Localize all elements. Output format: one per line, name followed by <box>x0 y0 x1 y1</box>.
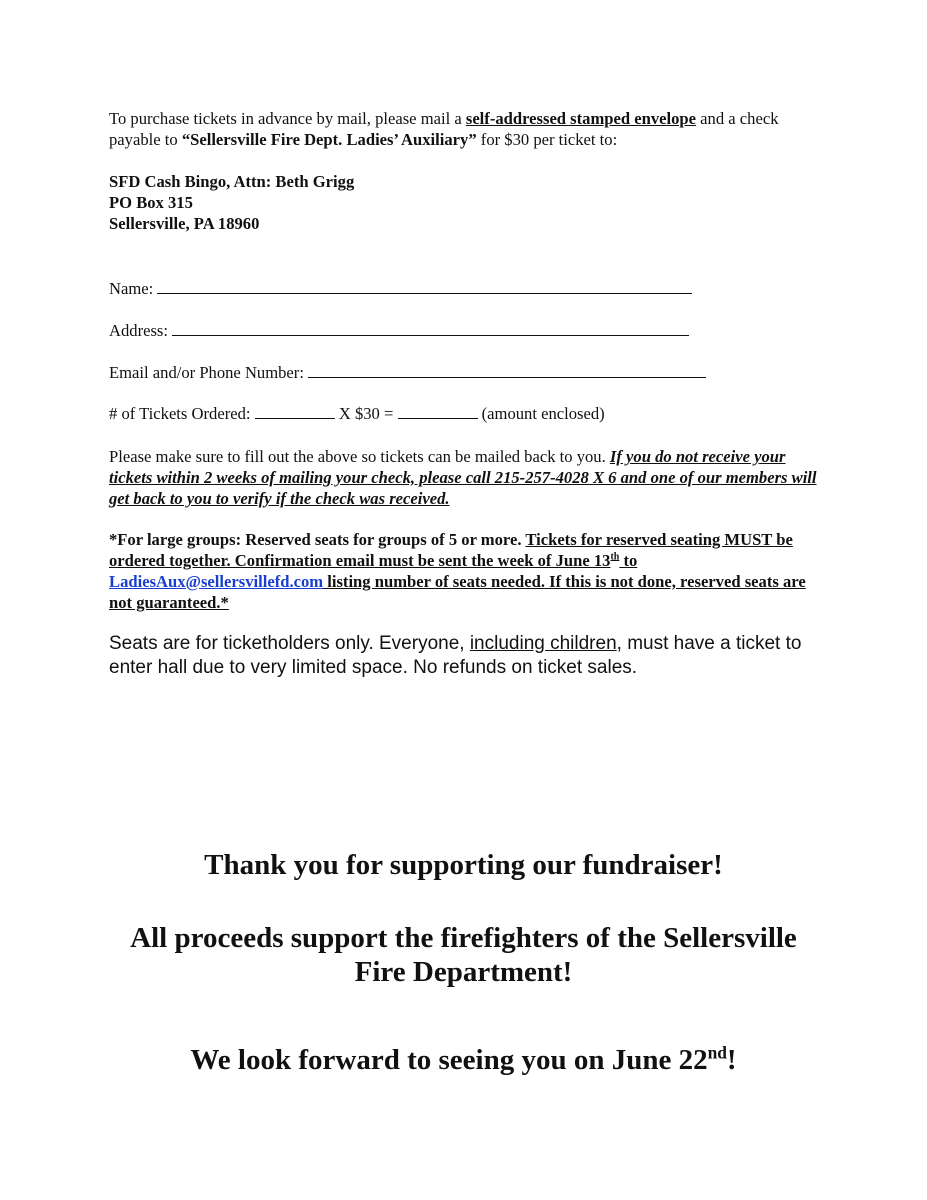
price-multiplier: X $30 = <box>338 404 394 423</box>
mailing-notice <box>109 446 829 509</box>
seats-text-1: Seats are for ticketholders only. Everyone, <box>109 633 470 654</box>
address-line-2: PO Box 315 <box>109 193 193 212</box>
event-date-heading <box>0 1043 927 1077</box>
contact-field-row <box>109 363 706 383</box>
notice-emphasis-text: If you do not receive your tickets within 2 weeks of mailing your check, please call 215-257-4028 X 6 and one of our members will get back to you to verify if the check was received. <box>109 447 817 508</box>
document-body <box>109 108 829 678</box>
thank-you-heading: Thank you for supporting our fundraiser! <box>204 849 723 881</box>
proceeds-line-2: Fire Department! <box>354 956 573 988</box>
mailing-address <box>109 171 829 234</box>
amount-blank[interactable] <box>398 404 478 419</box>
contact-blank-line[interactable] <box>308 363 706 378</box>
payee-name: “Sellersville Fire Dept. Ladies’ Auxiliary” <box>181 130 477 149</box>
address-line-3: Sellersville, PA 18960 <box>109 214 260 233</box>
tickets-count-blank[interactable] <box>255 404 335 419</box>
name-blank-line[interactable] <box>157 279 692 294</box>
event-date-exclaim: ! <box>726 1044 737 1076</box>
address-label: Address: <box>109 321 168 340</box>
intro-text-3: for $30 per ticket to: <box>476 130 618 149</box>
proceeds-heading <box>0 921 927 989</box>
groups-date-suffix: th <box>610 551 620 563</box>
contact-label: Email and/or Phone Number: <box>109 363 304 382</box>
notice-plain-text: Please make sure to fill out the above so tickets can be mailed back to you. <box>109 447 610 466</box>
name-label: Name: <box>109 279 154 298</box>
groups-to-text: to <box>619 551 638 570</box>
seats-text-2: , must have a ticket to enter hall due to very limited space. No refunds on ticket sales. <box>109 633 802 678</box>
seats-children-text: including children <box>469 633 617 654</box>
intro-text-2: and a check payable to <box>109 109 779 149</box>
tickets-label: # of Tickets Ordered: <box>109 404 251 423</box>
seating-policy <box>109 632 829 680</box>
groups-guarantee-text: listing number of seats needed. If this is not done, reserved seats are not guaranteed.* <box>109 572 806 612</box>
intro-paragraph <box>109 108 829 150</box>
name-field-row <box>109 279 692 299</box>
large-groups-notice <box>109 529 829 613</box>
groups-order-together-text: Tickets for reserved seating MUST be ordered together. Confirmation email must be sent the week of June 13 <box>109 530 793 570</box>
address-blank-line[interactable] <box>172 321 689 336</box>
proceeds-line-1: All proceeds support the firefighters of the Sellersville <box>130 922 797 954</box>
auxiliary-email-link[interactable]: LadiesAux@sellersvillefd.com <box>109 572 324 591</box>
amount-enclosed-note: (amount enclosed) <box>481 404 605 423</box>
intro-text-1: To purchase tickets in advance by mail, please mail a <box>109 109 466 128</box>
tickets-field-row <box>109 404 605 424</box>
event-date-suffix: nd <box>707 1042 727 1063</box>
address-line-1: SFD Cash Bingo, Attn: Beth Grigg <box>109 172 355 191</box>
address-field-row <box>109 321 689 341</box>
event-date-text: We look forward to seeing you on June 22 <box>190 1044 708 1076</box>
groups-lead-text: *For large groups: Reserved seats for groups of 5 or more. <box>109 530 526 549</box>
envelope-requirement: self-addressed stamped envelope <box>465 109 697 128</box>
